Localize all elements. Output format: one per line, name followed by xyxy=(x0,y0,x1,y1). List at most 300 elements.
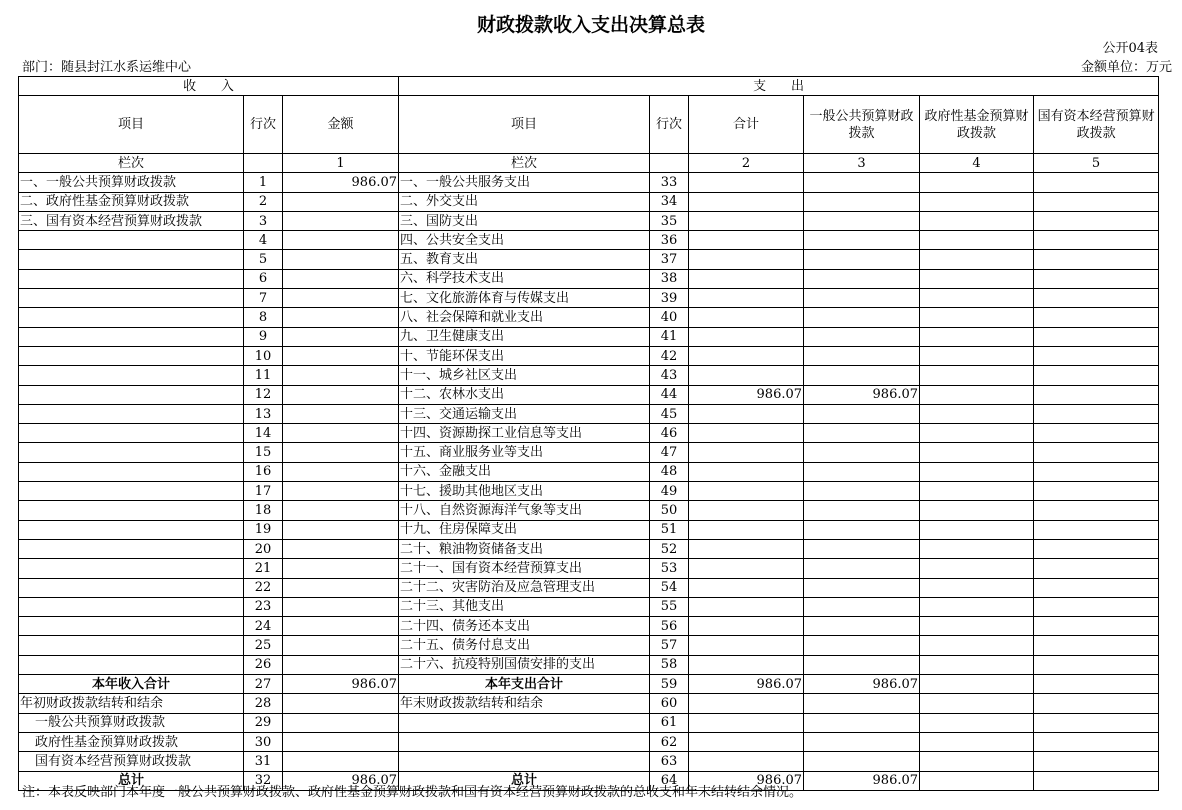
income-amount xyxy=(283,539,399,558)
gov-fund-amount xyxy=(920,559,1034,578)
expense-item: 十七、援助其他地区支出 xyxy=(399,482,650,501)
expense-item: 九、卫生健康支出 xyxy=(399,327,650,346)
gov-fund-amount xyxy=(920,462,1034,481)
gov-fund-amount xyxy=(920,597,1034,616)
state-capital-amount xyxy=(1034,250,1159,269)
income-item xyxy=(19,539,244,558)
general-budget-amount xyxy=(804,462,920,481)
income-row-no-header: 行次 xyxy=(244,96,283,154)
income-amount xyxy=(283,752,399,771)
general-budget-amount xyxy=(804,732,920,751)
expense-item: 七、文化旅游体育与传媒支出 xyxy=(399,289,650,308)
gov-fund-amount xyxy=(920,752,1034,771)
income-row-no: 18 xyxy=(244,501,283,520)
income-amount xyxy=(283,250,399,269)
state-capital-amount xyxy=(1034,752,1159,771)
income-amount: 986.07 xyxy=(283,173,399,192)
income-item xyxy=(19,250,244,269)
expense-row-no: 61 xyxy=(650,713,689,732)
income-row-no: 25 xyxy=(244,636,283,655)
state-capital-amount xyxy=(1034,655,1159,674)
table-row xyxy=(19,289,1159,308)
income-row-no: 12 xyxy=(244,385,283,404)
income-row-no: 20 xyxy=(244,539,283,558)
expense-row-no: 64 xyxy=(650,771,689,790)
expense-row-no-header: 行次 xyxy=(650,96,689,154)
general-budget-header: 一般公共预算财政拨款 xyxy=(804,96,920,154)
state-capital-amount xyxy=(1034,289,1159,308)
income-item xyxy=(19,385,244,404)
expense-item: 十四、资源勘探工业信息等支出 xyxy=(399,424,650,443)
expense-row-no: 63 xyxy=(650,752,689,771)
table-row xyxy=(19,713,1159,732)
income-row-no: 29 xyxy=(244,713,283,732)
total-amount xyxy=(689,269,804,288)
state-capital-amount xyxy=(1034,269,1159,288)
state-capital-amount xyxy=(1034,443,1159,462)
state-capital-amount xyxy=(1034,173,1159,192)
expense-item: 本年支出合计 xyxy=(399,675,650,694)
gov-fund-amount xyxy=(920,327,1034,346)
income-item xyxy=(19,289,244,308)
state-capital-amount xyxy=(1034,366,1159,385)
table-row xyxy=(19,424,1159,443)
total-amount: 986.07 xyxy=(689,385,804,404)
general-budget-amount xyxy=(804,231,920,250)
expense-row-no: 47 xyxy=(650,443,689,462)
general-budget-amount xyxy=(804,366,920,385)
income-amount xyxy=(283,617,399,636)
table-row xyxy=(19,675,1159,694)
table-row xyxy=(19,327,1159,346)
income-item xyxy=(19,655,244,674)
expense-item: 十二、农林水支出 xyxy=(399,385,650,404)
general-budget-amount xyxy=(804,173,920,192)
income-row-no: 28 xyxy=(244,694,283,713)
total-amount xyxy=(689,617,804,636)
income-item: 年初财政拨款结转和结余 xyxy=(19,694,244,713)
general-budget-amount xyxy=(804,327,920,346)
gov-fund-amount xyxy=(920,443,1034,462)
state-capital-amount xyxy=(1034,675,1159,694)
expense-row-no: 53 xyxy=(650,559,689,578)
general-budget-amount xyxy=(804,752,920,771)
table-row xyxy=(19,385,1159,404)
total-amount xyxy=(689,424,804,443)
income-item xyxy=(19,424,244,443)
table-row xyxy=(19,462,1159,481)
general-budget-amount: 986.07 xyxy=(804,675,920,694)
expense-row-no: 35 xyxy=(650,211,689,230)
expense-row-no: 58 xyxy=(650,655,689,674)
gov-fund-amount xyxy=(920,539,1034,558)
table-row xyxy=(19,482,1159,501)
income-item xyxy=(19,462,244,481)
income-amount xyxy=(283,443,399,462)
table-row xyxy=(19,404,1159,423)
expense-item: 三、国防支出 xyxy=(399,211,650,230)
page-title: 财政拨款收入支出决算总表 xyxy=(476,14,705,36)
general-budget-amount xyxy=(804,655,920,674)
total-amount xyxy=(689,655,804,674)
total-amount xyxy=(689,289,804,308)
gov-fund-amount xyxy=(920,308,1034,327)
income-row-no: 22 xyxy=(244,578,283,597)
total-amount xyxy=(689,173,804,192)
expense-row-no: 42 xyxy=(650,346,689,365)
income-row-no: 23 xyxy=(244,597,283,616)
general-budget-amount xyxy=(804,578,920,597)
expense-item: 二十四、债务还本支出 xyxy=(399,617,650,636)
income-row-no: 1 xyxy=(244,173,283,192)
income-row-no: 3 xyxy=(244,211,283,230)
income-row-no: 4 xyxy=(244,231,283,250)
gov-fund-amount xyxy=(920,346,1034,365)
table-row xyxy=(19,539,1159,558)
income-amount xyxy=(283,520,399,539)
col-number-2: 2 xyxy=(689,154,804,173)
expense-item: 五、教育支出 xyxy=(399,250,650,269)
expense-item: 二十、粮油物资储备支出 xyxy=(399,539,650,558)
state-capital-amount xyxy=(1034,520,1159,539)
expense-row-no: 49 xyxy=(650,482,689,501)
income-amount xyxy=(283,559,399,578)
income-amount xyxy=(283,713,399,732)
state-capital-amount xyxy=(1034,597,1159,616)
expense-item: 二十三、其他支出 xyxy=(399,597,650,616)
state-capital-amount xyxy=(1034,539,1159,558)
table-row xyxy=(19,636,1159,655)
income-amount xyxy=(283,501,399,520)
income-item xyxy=(19,597,244,616)
table-row xyxy=(19,173,1159,192)
total-amount xyxy=(689,366,804,385)
expense-row-no: 44 xyxy=(650,385,689,404)
expense-row-no: 46 xyxy=(650,424,689,443)
income-row-no: 10 xyxy=(244,346,283,365)
expense-row-no: 41 xyxy=(650,327,689,346)
income-item: 二、政府性基金预算财政拨款 xyxy=(19,192,244,211)
income-row-no: 5 xyxy=(244,250,283,269)
total-amount xyxy=(689,501,804,520)
income-section-header: 收 入 xyxy=(19,77,399,96)
expense-row-no: 36 xyxy=(650,231,689,250)
total-amount xyxy=(689,539,804,558)
state-capital-amount xyxy=(1034,501,1159,520)
expense-item: 十九、住房保障支出 xyxy=(399,520,650,539)
expense-row-no: 50 xyxy=(650,501,689,520)
expense-row-no: 48 xyxy=(650,462,689,481)
state-capital-amount xyxy=(1034,346,1159,365)
general-budget-amount xyxy=(804,192,920,211)
total-amount xyxy=(689,462,804,481)
income-row-no: 16 xyxy=(244,462,283,481)
income-amount xyxy=(283,308,399,327)
income-row-no: 14 xyxy=(244,424,283,443)
expense-row-no: 34 xyxy=(650,192,689,211)
gov-fund-amount xyxy=(920,173,1034,192)
total-amount xyxy=(689,636,804,655)
income-item: 一、一般公共预算财政拨款 xyxy=(19,173,244,192)
gov-fund-amount xyxy=(920,636,1034,655)
table-row xyxy=(19,231,1159,250)
income-row-no: 31 xyxy=(244,752,283,771)
total-header: 合计 xyxy=(689,96,804,154)
income-item: 总计 xyxy=(19,771,244,790)
footnote: 注：本表反映部门本年度一般公共预算财政拨款、政府性基金预算财政拨款和国有资本经营预算财政拨款的总收支和年末结转结余情况。 xyxy=(22,785,803,800)
state-capital-amount xyxy=(1034,231,1159,250)
income-amount xyxy=(283,694,399,713)
income-amount xyxy=(283,655,399,674)
income-row-no: 2 xyxy=(244,192,283,211)
state-capital-amount xyxy=(1034,482,1159,501)
total-amount xyxy=(689,211,804,230)
total-amount: 986.07 xyxy=(689,675,804,694)
expense-item-header: 项目 xyxy=(399,96,650,154)
income-row-no: 21 xyxy=(244,559,283,578)
table-row xyxy=(19,211,1159,230)
expense-item xyxy=(399,713,650,732)
general-budget-amount xyxy=(804,269,920,288)
table-row xyxy=(19,752,1159,771)
general-budget-amount xyxy=(804,211,920,230)
expense-row-no: 59 xyxy=(650,675,689,694)
table-row xyxy=(19,192,1159,211)
gov-fund-amount xyxy=(920,617,1034,636)
income-item xyxy=(19,269,244,288)
income-amount xyxy=(283,269,399,288)
state-capital-amount xyxy=(1034,211,1159,230)
income-item xyxy=(19,559,244,578)
general-budget-amount xyxy=(804,694,920,713)
total-amount xyxy=(689,597,804,616)
total-amount xyxy=(689,732,804,751)
gov-fund-amount xyxy=(920,231,1034,250)
state-capital-amount xyxy=(1034,578,1159,597)
total-amount xyxy=(689,520,804,539)
gov-fund-amount xyxy=(920,771,1034,790)
general-budget-amount xyxy=(804,501,920,520)
expense-row-no: 33 xyxy=(650,173,689,192)
income-amount xyxy=(283,192,399,211)
expense-item: 年末财政拨款结转和结余 xyxy=(399,694,650,713)
gov-fund-amount xyxy=(920,501,1034,520)
income-row-no: 13 xyxy=(244,404,283,423)
gov-fund-amount xyxy=(920,269,1034,288)
income-item xyxy=(19,366,244,385)
gov-fund-amount xyxy=(920,385,1034,404)
income-amount xyxy=(283,732,399,751)
state-capital-amount xyxy=(1034,732,1159,751)
general-budget-amount: 986.07 xyxy=(804,771,920,790)
income-row-no: 11 xyxy=(244,366,283,385)
income-item xyxy=(19,578,244,597)
expense-item xyxy=(399,752,650,771)
gov-fund-amount xyxy=(920,250,1034,269)
income-item-header: 项目 xyxy=(19,96,244,154)
income-item xyxy=(19,327,244,346)
income-item: 国有资本经营预算财政拨款 xyxy=(19,752,244,771)
income-item xyxy=(19,520,244,539)
total-amount xyxy=(689,327,804,346)
income-item: 本年收入合计 xyxy=(19,675,244,694)
expense-row-no: 52 xyxy=(650,539,689,558)
expense-row-no: 55 xyxy=(650,597,689,616)
expense-item: 四、公共安全支出 xyxy=(399,231,650,250)
total-amount xyxy=(689,308,804,327)
gov-fund-amount xyxy=(920,404,1034,423)
state-capital-amount xyxy=(1034,327,1159,346)
state-capital-amount xyxy=(1034,462,1159,481)
expense-item: 二十五、债务付息支出 xyxy=(399,636,650,655)
table-row xyxy=(19,346,1159,365)
total-amount xyxy=(689,713,804,732)
expense-row-no: 43 xyxy=(650,366,689,385)
income-row-no: 19 xyxy=(244,520,283,539)
income-col-label: 栏次 xyxy=(19,154,244,173)
total-amount xyxy=(689,346,804,365)
income-row-no: 7 xyxy=(244,289,283,308)
expense-item: 十五、商业服务业等支出 xyxy=(399,443,650,462)
expense-row-no: 45 xyxy=(650,404,689,423)
form-code: 公开04表 xyxy=(1102,41,1158,56)
expense-item xyxy=(399,732,650,751)
general-budget-amount xyxy=(804,520,920,539)
gov-fund-amount xyxy=(920,366,1034,385)
table-row xyxy=(19,655,1159,674)
gov-fund-amount xyxy=(920,732,1034,751)
income-row-no: 15 xyxy=(244,443,283,462)
income-item xyxy=(19,636,244,655)
income-item xyxy=(19,617,244,636)
expense-item: 十三、交通运输支出 xyxy=(399,404,650,423)
table-row xyxy=(19,597,1159,616)
expense-item: 十、节能环保支出 xyxy=(399,346,650,365)
col-number-4: 4 xyxy=(920,154,1034,173)
total-amount xyxy=(689,443,804,462)
state-capital-amount xyxy=(1034,308,1159,327)
table-row xyxy=(19,694,1159,713)
income-row-no: 30 xyxy=(244,732,283,751)
expense-col-label: 栏次 xyxy=(399,154,650,173)
gov-fund-amount xyxy=(920,211,1034,230)
total-amount xyxy=(689,559,804,578)
total-amount xyxy=(689,250,804,269)
income-item xyxy=(19,501,244,520)
income-amount xyxy=(283,636,399,655)
gov-fund-amount xyxy=(920,655,1034,674)
col-number-3: 3 xyxy=(804,154,920,173)
table-body xyxy=(19,173,1159,791)
general-budget-amount xyxy=(804,539,920,558)
state-capital-amount xyxy=(1034,713,1159,732)
col-number-5: 5 xyxy=(1034,154,1159,173)
general-budget-amount xyxy=(804,308,920,327)
general-budget-amount xyxy=(804,636,920,655)
table-row xyxy=(19,269,1159,288)
expense-item: 总计 xyxy=(399,771,650,790)
income-amount: 986.07 xyxy=(283,771,399,790)
expense-row-no: 38 xyxy=(650,269,689,288)
general-budget-amount xyxy=(804,713,920,732)
total-amount xyxy=(689,752,804,771)
general-budget-amount xyxy=(804,559,920,578)
expense-row-no: 62 xyxy=(650,732,689,751)
gov-fund-header: 政府性基金预算财政拨款 xyxy=(920,96,1034,154)
expense-item: 十六、金融支出 xyxy=(399,462,650,481)
income-row-no: 24 xyxy=(244,617,283,636)
total-amount xyxy=(689,231,804,250)
income-amount xyxy=(283,424,399,443)
income-col-blank xyxy=(244,154,283,173)
income-amount xyxy=(283,385,399,404)
gov-fund-amount xyxy=(920,578,1034,597)
amount-unit-label: 金额单位：万元 xyxy=(1080,60,1172,75)
income-amount xyxy=(283,346,399,365)
gov-fund-amount xyxy=(920,675,1034,694)
general-budget-amount xyxy=(804,346,920,365)
income-item xyxy=(19,443,244,462)
state-capital-amount xyxy=(1034,694,1159,713)
expense-item: 二十六、抗疫特别国债安排的支出 xyxy=(399,655,650,674)
total-amount xyxy=(689,482,804,501)
table-row xyxy=(19,732,1159,751)
general-budget-amount xyxy=(804,250,920,269)
expense-row-no: 37 xyxy=(650,250,689,269)
income-row-no: 27 xyxy=(244,675,283,694)
expense-item: 一、一般公共服务支出 xyxy=(399,173,650,192)
total-amount: 986.07 xyxy=(689,771,804,790)
income-item xyxy=(19,346,244,365)
state-capital-amount xyxy=(1034,636,1159,655)
expense-item: 六、科学技术支出 xyxy=(399,269,650,288)
state-capital-amount xyxy=(1034,424,1159,443)
income-amount xyxy=(283,578,399,597)
state-capital-amount xyxy=(1034,385,1159,404)
income-amount xyxy=(283,327,399,346)
expense-row-no: 54 xyxy=(650,578,689,597)
expense-row-no: 56 xyxy=(650,617,689,636)
income-row-no: 26 xyxy=(244,655,283,674)
expense-row-no: 51 xyxy=(650,520,689,539)
state-capital-header: 国有资本经营预算财政拨款 xyxy=(1034,96,1159,154)
gov-fund-amount xyxy=(920,520,1034,539)
fiscal-appropriation-table xyxy=(18,76,1159,791)
expense-item: 二十二、灾害防治及应急管理支出 xyxy=(399,578,650,597)
general-budget-amount xyxy=(804,597,920,616)
general-budget-amount xyxy=(804,289,920,308)
gov-fund-amount xyxy=(920,289,1034,308)
general-budget-amount xyxy=(804,617,920,636)
income-item xyxy=(19,231,244,250)
total-amount xyxy=(689,694,804,713)
expense-item: 十一、城乡社区支出 xyxy=(399,366,650,385)
table-row xyxy=(19,559,1159,578)
expense-row-no: 60 xyxy=(650,694,689,713)
table-row xyxy=(19,366,1159,385)
income-item xyxy=(19,482,244,501)
income-row-no: 32 xyxy=(244,771,283,790)
col-number-1: 1 xyxy=(283,154,399,173)
general-budget-amount xyxy=(804,404,920,423)
income-amount xyxy=(283,462,399,481)
income-amount xyxy=(283,211,399,230)
expense-section-header: 支 出 xyxy=(399,77,1159,96)
income-row-no: 6 xyxy=(244,269,283,288)
gov-fund-amount xyxy=(920,424,1034,443)
income-item: 政府性基金预算财政拨款 xyxy=(19,732,244,751)
table-row xyxy=(19,617,1159,636)
